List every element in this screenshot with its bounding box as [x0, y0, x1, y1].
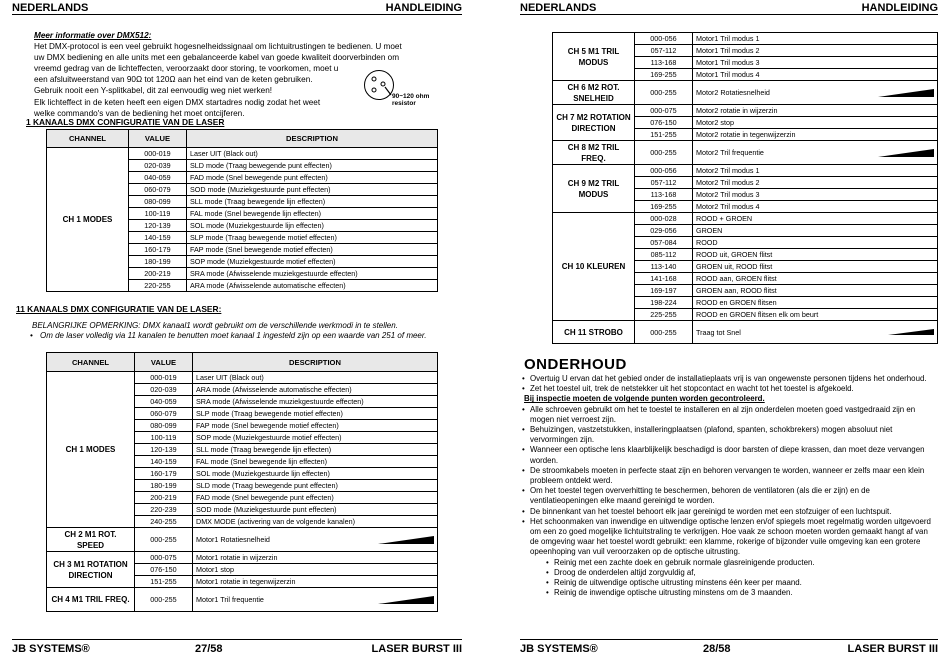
description-text: Traag tot Snel: [696, 327, 741, 337]
value-cell: 120-139: [135, 444, 193, 456]
dmx-info-line: uw DMX bediening en alle units met een gebalanceerde kabel van goede kwaliteit doorverbinden om: [34, 53, 400, 63]
description-cell: Motor1 Tril modus 4: [693, 69, 938, 81]
page-number: 27/58: [195, 643, 223, 654]
value-cell: 040-059: [135, 396, 193, 408]
description-cell: Laser UIT (Black out): [193, 372, 438, 384]
description-text: Motor1 Rotatiesnelheid: [196, 535, 270, 544]
description-cell: FAP mode (Snel bewegende motief effecten): [193, 420, 438, 432]
dmx-info-line: een afsluitweerstand van 90Ω tot 120Ω aan het eind van de keten gebruiken.: [34, 75, 313, 85]
value-cell: 120-139: [129, 220, 187, 232]
page-27: [12, 0, 462, 654]
description-cell: Motor1 Tril modus 3: [693, 57, 938, 69]
description-cell: Motor1 rotatie in wijzerzin: [193, 552, 438, 564]
note-text: Om de laser volledig via 11 kanalen te benutten moet kanaal 1 ingesteld zijn op een waarde van 251 of meer.: [40, 331, 427, 340]
value-cell: 000-255: [135, 528, 193, 552]
description-cell: Motor2 rotatie in wijzerzin: [693, 105, 938, 117]
channel-cell: CH 2 M1 ROT. SPEED: [47, 528, 135, 552]
value-cell: 169-197: [635, 285, 693, 297]
section-onderhoud: ONDERHOUD: [524, 356, 627, 373]
list-item-text: De stroomkabels moeten in perfecte staat zijn en behoren vervangen te worden, wanneer er zelfs maar een klein probleem ontdekt werd.: [530, 465, 925, 486]
description-cell: FAD mode (Snel bewegende punt effecten): [193, 492, 438, 504]
speed-ramp-icon: [878, 149, 934, 157]
value-cell: 160-179: [135, 468, 193, 480]
value-cell: 151-255: [135, 576, 193, 588]
description-cell: SLD mode (Traag bewegende punt effecten): [193, 480, 438, 492]
description-cell: SOP mode (Muziekgestuurde motief effecten): [193, 432, 438, 444]
description-cell: Motor2 stop: [693, 117, 938, 129]
description-cell: SLL mode (Traag bewegende lijn effecten): [187, 196, 438, 208]
list-item-text: De binnenkant van het toestel behoort elk jaar gereinigd te worden met een stofzuiger of een luchtspuit.: [530, 506, 892, 516]
description-cell: ARA mode (Afwisselende automatische effecten): [187, 280, 438, 292]
dmx-info-line: Elk lichteffect in de keten heeft een eigen DMX startadres nodig zodat het weet: [34, 97, 321, 107]
description-cell: SRA mode (Afwisselende muziekgestuurde effecten): [187, 268, 438, 280]
channel-cell: CH 1 MODES: [47, 372, 135, 528]
description-cell: SLP mode (Traag bewegende motief effecten): [187, 232, 438, 244]
table-row: [47, 552, 438, 564]
description-cell: SOD mode (Muziekgestuurde punt effecten): [193, 504, 438, 516]
value-cell: 057-084: [635, 237, 693, 249]
table-row: [553, 33, 938, 45]
value-cell: 000-255: [635, 321, 693, 344]
description-cell: Motor2 Tril modus 1: [693, 165, 938, 177]
value-cell: 151-255: [635, 129, 693, 141]
description-cell: SLL mode (Traag bewegende lijn effecten): [193, 444, 438, 456]
channel-cell: CH 5 M1 TRIL MODUS: [553, 33, 635, 81]
description-cell: SOL mode (Muziekgestuurde lijn effecten): [193, 468, 438, 480]
list-item: • Zet het toestel uit, trek de netstekker uit het stopcontact en wacht tot het toestel is afgekoeld.: [522, 384, 854, 394]
note-line: BELANGRIJKE OPMERKING: DMX kanaal1 wordt gebruikt om de verschillende werkmodi in te stellen.: [32, 321, 398, 330]
description-cell: Motor2 Tril modus 3: [693, 189, 938, 201]
channel-cell: CH 7 M2 ROTATION DIRECTION: [553, 105, 635, 141]
dmx-info-title: Meer informatie over DMX512:: [34, 31, 152, 40]
list-item: • De binnenkant van het toestel behoort elk jaar gereinigd te worden met een stofzuiger of een luchtspuit.: [522, 506, 892, 516]
sub-item-text: Reinig de inwendige optische uitrusting minstens om de 3 maanden.: [554, 588, 793, 598]
description-cell: DMX MODE (activering van de volgende kanalen): [193, 516, 438, 528]
description-cell: SRA mode (Afwisselende muziekgestuurde effecten): [193, 396, 438, 408]
speed-ramp-icon: [878, 89, 934, 97]
channel-cell: CH 4 M1 TRIL FREQ.: [47, 588, 135, 612]
value-cell: 140-159: [135, 456, 193, 468]
description-cell: Motor2 Tril modus 2: [693, 177, 938, 189]
header-language: NEDERLANDS: [12, 2, 89, 14]
channel-cell: CH 10 KLEUREN: [553, 213, 635, 321]
value-cell: 000-028: [635, 213, 693, 225]
description-cell: SOD mode (Muziekgestuurde punt effecten): [187, 184, 438, 196]
page-header: [12, 2, 462, 15]
speed-ramp-icon: [378, 536, 434, 544]
value-cell: 057-112: [635, 45, 693, 57]
value-cell: 000-056: [635, 165, 693, 177]
list-item-text: Behuizingen, vastzetstukken, installeringplaatsen (plafond, spanten, schokbrekers) mogen absoluut niet vervormingen zijn.: [530, 425, 893, 445]
page-header: [520, 2, 938, 15]
table-row: [47, 148, 438, 160]
header-title: HANDLEIDING: [861, 2, 938, 14]
table-row: [47, 372, 438, 384]
page-footer: [12, 639, 462, 654]
table-row: [553, 321, 938, 344]
col-value: VALUE: [135, 353, 193, 372]
value-cell: 240-255: [135, 516, 193, 528]
value-cell: 180-199: [129, 256, 187, 268]
col-description: DESCRIPTION: [187, 130, 438, 148]
table-row: [47, 588, 438, 612]
col-value: VALUE: [129, 130, 187, 148]
value-cell: 085-112: [635, 249, 693, 261]
description-cell: [693, 141, 938, 165]
value-cell: 220-255: [129, 280, 187, 292]
value-cell: 160-179: [129, 244, 187, 256]
important-note: [30, 321, 440, 341]
dmx-table-11ch: [46, 352, 438, 612]
sub-item: • Reinig de inwendige optische uitrusting minstens om de 3 maanden.: [546, 588, 793, 598]
description-cell: GROEN: [693, 225, 938, 237]
description-cell: ROOD aan, GROEN flitst: [693, 273, 938, 285]
value-cell: 020-039: [129, 160, 187, 172]
description-cell: SOL mode (Muziekgestuurde lijn effecten): [187, 220, 438, 232]
section-title-1ch: 1 KANAALS DMX CONFIGURATIE VAN DE LASER: [26, 117, 225, 127]
description-cell: FAD mode (Snel bewegende punt effecten): [187, 172, 438, 184]
sub-item-text: Reinig met een zachte doek en gebruik normale glasreinigende producten.: [554, 557, 815, 567]
list-item: • Wanneer een optische lens klaarblijkelijk beschadigd is door barsten of diepe krassen, dan moet deze vervangen worden.: [522, 445, 936, 465]
table-row: [553, 141, 938, 165]
value-cell: 141-168: [635, 273, 693, 285]
value-cell: 080-099: [135, 420, 193, 432]
description-cell: [193, 528, 438, 552]
footer-brand: JB SYSTEMS®: [12, 643, 90, 654]
list-item-text: Het schoonmaken van inwendige en uitwendige optische lenzen en/of spiegels moet regelmatig worden uitgevoerd om een zo goed mogelijke lichtuitstraling te verkrijgen. Hoe vaak ze schoon moeten worden gemaakt hangt af van de omgeving waar het toestel wordt gebruikt: een klamme, rokerige of bijzonder vuile omgeving kan een grotere opeenhoping van vuil veroorzaken op de optische uitrusting.: [530, 516, 931, 557]
list-item: • Behuizingen, vastzetstukken, installeringplaatsen (plafond, spanten, schokbrekers) mogen absoluut niet vervormingen zijn.: [522, 425, 936, 445]
resistor-label: 90~120 ohm resistor: [392, 93, 430, 107]
value-cell: 140-159: [129, 232, 187, 244]
value-cell: 200-219: [129, 268, 187, 280]
value-cell: 000-019: [135, 372, 193, 384]
description-cell: [193, 588, 438, 612]
description-text: Motor2 Rotatiesnelheid: [696, 88, 770, 97]
list-item: • De stroomkabels moeten in perfecte staat zijn en behoren vervangen te worden, wanneer er zelfs maar een klein probleem ontdekt werd.: [522, 466, 936, 486]
col-channel: CHANNEL: [47, 353, 135, 372]
dmx-table-1ch: [46, 129, 438, 292]
list-item: • Alle schroeven gebruikt om het te toestel te installeren en al zijn onderdelen moeten goed vastgedraaid zijn en mogen niet verroest zijn.: [522, 405, 936, 425]
value-cell: 020-039: [135, 384, 193, 396]
description-cell: ROOD + GROEN: [693, 213, 938, 225]
description-cell: FAP mode (Snel bewegende motief effecten): [187, 244, 438, 256]
value-cell: 100-119: [135, 432, 193, 444]
table-row: [553, 105, 938, 117]
description-cell: GROEN uit, ROOD flitst: [693, 261, 938, 273]
col-description: DESCRIPTION: [193, 353, 438, 372]
description-cell: Motor1 Tril modus 2: [693, 45, 938, 57]
table-row: [553, 213, 938, 225]
value-cell: 076-150: [135, 564, 193, 576]
value-cell: 076-150: [635, 117, 693, 129]
description-cell: FAL mode (Snel bewegende lijn effecten): [193, 456, 438, 468]
note-bullet: • Om de laser volledig via 11 kanalen te benutten moet kanaal 1 ingesteld zijn op een waarde van 251 of meer.: [30, 331, 427, 340]
value-cell: 113-140: [635, 261, 693, 273]
sub-item: • Reinig de uitwendige optische uitrusting minstens één keer per maand.: [546, 578, 802, 588]
description-cell: Laser UIT (Black out): [187, 148, 438, 160]
value-cell: 180-199: [135, 480, 193, 492]
value-cell: 113-168: [635, 57, 693, 69]
value-cell: 080-099: [129, 196, 187, 208]
header-language: NEDERLANDS: [520, 2, 597, 14]
description-cell: SOP mode (Muziekgestuurde motief effecten): [187, 256, 438, 268]
value-cell: 000-056: [635, 33, 693, 45]
description-cell: GROEN aan, ROOD flitst: [693, 285, 938, 297]
sub-item: • Reinig met een zachte doek en gebruik normale glasreinigende producten.: [546, 557, 815, 567]
channel-cell: CH 9 M2 TRIL MODUS: [553, 165, 635, 213]
footer-product: LASER BURST III: [371, 643, 462, 654]
value-cell: 000-019: [129, 148, 187, 160]
value-cell: 169-255: [635, 69, 693, 81]
description-cell: SLP mode (Traag bewegende motief effecten): [193, 408, 438, 420]
description-cell: Motor1 Tril modus 1: [693, 33, 938, 45]
description-cell: [693, 321, 938, 344]
value-cell: 000-075: [135, 552, 193, 564]
speed-ramp-icon: [378, 596, 434, 604]
dmx-info-line: vreemd gedrag van de lichteffecten, veroorzaakt door storing, te voorkomen, moet u: [34, 64, 339, 74]
description-cell: ARA mode (Afwisselende automatische effecten): [193, 384, 438, 396]
value-cell: 169-255: [635, 201, 693, 213]
section-title-11ch: 11 KANAALS DMX CONFIGURATIE VAN DE LASER:: [16, 304, 222, 314]
value-cell: 113-168: [635, 189, 693, 201]
list-item-text: Om het toestel tegen oververhitting te beschermen, behoren de ventilatoren (als die er zijn) en de ventilatieopeningen elke maand gereinigd te worden.: [530, 486, 870, 506]
description-cell: ROOD en GROEN flitsen: [693, 297, 938, 309]
dmx-info-line: Het DMX-protocol is een veel gebruikt hogesnelheidssignaal om lichtuitrustingen te bedienen. U moet: [34, 42, 402, 52]
dmx-info-line: Gebruik nooit een Y-splitkabel, dit zal eenvoudig weg niet werken!: [34, 86, 273, 96]
description-cell: Motor1 rotatie in tegenwijzerzin: [193, 576, 438, 588]
value-cell: 200-219: [135, 492, 193, 504]
table-row: [553, 81, 938, 105]
list-item-text: Wanneer een optische lens klaarblijkelijk beschadigd is door barsten of diepe krassen, dan moet deze vervangen worden.: [530, 445, 925, 465]
list-item-text: Alle schroeven gebruikt om het te toestel te installeren en al zijn onderdelen moeten goed vastgedraaid zijn en mogen niet verroest zijn.: [530, 404, 916, 424]
value-cell: 000-255: [635, 81, 693, 105]
description-cell: ROOD uit, GROEN flitst: [693, 249, 938, 261]
sub-item-text: Reinig de uitwendige optische uitrusting minstens één keer per maand.: [554, 578, 802, 588]
list-item-text: Zet het toestel uit, trek de netstekker uit het stopcontact en wacht tot het toestel is afgekoeld.: [530, 384, 854, 394]
footer-product: LASER BURST III: [847, 643, 938, 654]
description-cell: ROOD: [693, 237, 938, 249]
channel-cell: CH 3 M1 ROTATION DIRECTION: [47, 552, 135, 588]
value-cell: 198-224: [635, 297, 693, 309]
dmx-info-line: welke commando's van de bediening het moet ontcijferen.: [34, 108, 245, 118]
list-item: • Het schoonmaken van inwendige en uitwendige optische lenzen en/of spiegels moet regelmatig worden uitgevoerd om een zo goed mogelijke lichtuitstraling te verkrijgen. Hoe vaak ze schoon moeten worden gemaakt hangt af van de omgeving waar het toestel wordt gebruikt: een klamme, rokerige of bijzonder vuile omgeving kan een grotere opeenhoping van vuil veroorzaken op de optische uitrusting.: [522, 517, 936, 558]
list-item-text: Overtuig U ervan dat het gebied onder de installatieplaats vrij is van ongewenste personen tijdens het onderhoud.: [530, 374, 927, 383]
description-cell: ROOD en GROEN flitsen elk om beurt: [693, 309, 938, 321]
inspection-heading: Bij inspectie moeten de volgende punten worden gecontroleerd.: [524, 394, 765, 404]
col-channel: CHANNEL: [47, 130, 129, 148]
value-cell: 060-079: [129, 184, 187, 196]
sub-item-text: Droog de onderdelen altijd zorgvuldig af,: [554, 567, 696, 577]
header-title: HANDLEIDING: [385, 2, 462, 14]
value-cell: 040-059: [129, 172, 187, 184]
xlr-connector-icon: [364, 70, 394, 100]
table-row: [553, 165, 938, 177]
description-text: Motor2 Tril frequentie: [696, 148, 764, 157]
value-cell: 000-255: [135, 588, 193, 612]
description-cell: Motor2 rotatie in tegenwijzerzin: [693, 129, 938, 141]
list-item: • Overtuig U ervan dat het gebied onder de installatieplaats vrij is van ongewenste personen tijdens het onderhoud.: [522, 374, 927, 383]
channel-cell: CH 1 MODES: [47, 148, 129, 292]
description-text: Motor1 Tril frequentie: [196, 595, 264, 604]
page-footer: [520, 639, 938, 654]
channel-cell: CH 8 M2 TRIL FREQ.: [553, 141, 635, 165]
description-cell: [693, 81, 938, 105]
description-cell: SLD mode (Traag bewegende punt effecten): [187, 160, 438, 172]
description-cell: Motor1 stop: [193, 564, 438, 576]
value-cell: 000-255: [635, 141, 693, 165]
value-cell: 057-112: [635, 177, 693, 189]
value-cell: 029-056: [635, 225, 693, 237]
maintenance-list: [522, 374, 936, 598]
dmx-table-continued: [552, 32, 938, 344]
value-cell: 100-119: [129, 208, 187, 220]
strobe-ramp-icon: [888, 329, 934, 335]
list-item: • Om het toestel tegen oververhitting te beschermen, behoren de ventilatoren (als die er zijn) en de ventilatieopeningen elke maand gereinigd te worden.: [522, 486, 936, 506]
channel-cell: CH 11 STROBO: [553, 321, 635, 344]
table-row: [47, 528, 438, 552]
description-cell: Motor2 Tril modus 4: [693, 201, 938, 213]
page-number: 28/58: [703, 643, 731, 654]
value-cell: 220-239: [135, 504, 193, 516]
value-cell: 225-255: [635, 309, 693, 321]
footer-brand: JB SYSTEMS®: [520, 643, 598, 654]
value-cell: 060-079: [135, 408, 193, 420]
channel-cell: CH 6 M2 ROT. SNELHEID: [553, 81, 635, 105]
description-cell: FAL mode (Snel bewegende lijn effecten): [187, 208, 438, 220]
sub-item: • Droog de onderdelen altijd zorgvuldig af,: [546, 567, 696, 577]
page-28: [520, 0, 938, 654]
value-cell: 000-075: [635, 105, 693, 117]
